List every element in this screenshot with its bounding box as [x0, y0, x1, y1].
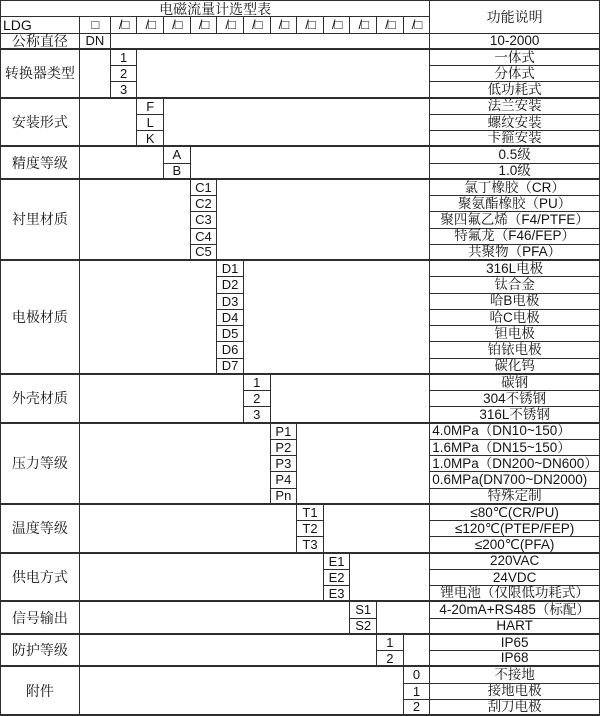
category-label: 外壳材质: [1, 375, 80, 424]
code-cell: P1: [271, 424, 298, 440]
desc-cell: 接地电极: [430, 684, 600, 700]
spacer-left: [80, 602, 351, 635]
model-slot-box: /□: [137, 17, 164, 33]
code-cell: D3: [217, 294, 244, 310]
code-cell: 1: [111, 50, 138, 66]
desc-cell: 低功耗式: [430, 82, 600, 98]
desc-cell: 刮刀电极: [430, 700, 600, 716]
desc-cell: 铂铱电极: [430, 342, 600, 358]
spacer-left: [80, 424, 271, 505]
model-slot-box: /□: [350, 17, 377, 33]
desc-cell: 1.0MPa（DN200~DN600）: [430, 456, 600, 472]
code-cell: E1: [324, 554, 351, 570]
desc-cell: 聚氨酯橡胶（PU）: [430, 196, 600, 212]
code-cell: 3: [244, 407, 271, 423]
code-cell: 2: [377, 651, 404, 667]
category-label: 温度等级: [1, 505, 80, 554]
desc-cell: 特殊定制: [430, 489, 600, 505]
model-slot-box: /□: [217, 17, 244, 33]
spacer-left: [80, 99, 138, 148]
category-label: 衬里材质: [1, 180, 80, 261]
code-cell: A: [164, 147, 191, 163]
code-cell: F: [137, 99, 164, 115]
code-cell: D6: [217, 342, 244, 358]
desc-cell: 共聚物（PFA）: [430, 245, 600, 261]
category-label: 供电方式: [1, 554, 80, 603]
desc-cell: 分体式: [430, 66, 600, 82]
code-cell: T2: [297, 521, 324, 537]
code-cell: C5: [191, 245, 218, 261]
spacer-right: [244, 261, 430, 375]
desc-cell: 220VAC: [430, 554, 600, 570]
desc-cell: 哈B电极: [430, 294, 600, 310]
category-label: 防护等级: [1, 635, 80, 668]
desc-cell: 24VDC: [430, 570, 600, 586]
desc-cell: 0.6MPa(DN700~DN2000): [430, 472, 600, 488]
desc-cell: HART: [430, 619, 600, 635]
function-column-header: 功能说明: [430, 1, 600, 34]
code-cell: E3: [324, 586, 351, 602]
code-cell: S2: [350, 619, 377, 635]
desc-cell: 碳化钨: [430, 359, 600, 375]
code-cell: D1: [217, 261, 244, 277]
desc-cell: 氯丁橡胶（CR）: [430, 180, 600, 196]
model-slot-box: /□: [244, 17, 271, 33]
code-cell: 2: [244, 391, 271, 407]
desc-cell: 1.0级: [430, 164, 600, 180]
spacer-left: [80, 180, 191, 261]
code-cell: P4: [271, 472, 298, 488]
model-slot-box: /□: [111, 17, 138, 33]
desc-cell: 0.5级: [430, 147, 600, 163]
model-slot-box: /□: [271, 17, 298, 33]
model-slot-box: /□: [191, 17, 218, 33]
code-cell: C1: [191, 180, 218, 196]
category-label: 信号输出: [1, 602, 80, 635]
desc-cell: 304不锈钢: [430, 391, 600, 407]
table-title: 电磁流量计选型表: [1, 1, 430, 17]
code-cell: 0: [404, 667, 431, 683]
code-cell: S1: [350, 602, 377, 618]
spacer-left: [80, 667, 404, 716]
category-label: 精度等级: [1, 147, 80, 180]
spacer-left: [80, 375, 244, 424]
desc-cell: 卡箍安装: [430, 131, 600, 147]
code-cell: DN: [80, 34, 111, 50]
code-cell: 3: [111, 82, 138, 98]
code-cell: B: [164, 164, 191, 180]
model-first-box: □: [80, 17, 111, 33]
desc-cell: 4-20mA+RS485（标配）: [430, 602, 600, 618]
desc-cell: 聚四氟乙烯（F4/PTFE）: [430, 212, 600, 228]
desc-cell: 一体式: [430, 50, 600, 66]
desc-cell: 碳钢: [430, 375, 600, 391]
desc-cell: ≤80℃(CR/PU): [430, 505, 600, 521]
code-cell: T3: [297, 537, 324, 553]
code-cell: D4: [217, 310, 244, 326]
spacer-left: [80, 505, 297, 554]
code-cell: 2: [111, 66, 138, 82]
category-label: 电极材质: [1, 261, 80, 375]
desc-cell: 哈C电极: [430, 310, 600, 326]
model-prefix: LDG: [1, 17, 80, 33]
spacer-right: [350, 554, 430, 603]
desc-cell: 螺纹安装: [430, 115, 600, 131]
code-cell: T1: [297, 505, 324, 521]
spacer-right: [137, 50, 430, 99]
code-cell: Pn: [271, 489, 298, 505]
category-label: 公称直径: [1, 34, 80, 50]
spacer-right: [377, 602, 430, 635]
category-label: 转换器类型: [1, 50, 80, 99]
spacer-right: [271, 375, 431, 424]
desc-cell: 不接地: [430, 667, 600, 683]
code-cell: 1: [404, 684, 431, 700]
model-slot-box: /□: [297, 17, 324, 33]
category-label: 安装形式: [1, 99, 80, 148]
spacer-right: [191, 147, 431, 180]
category-label: 附件: [1, 667, 80, 716]
desc-cell: ≤120℃(PTEP/FEP): [430, 521, 600, 537]
model-slot-box: /□: [404, 17, 431, 33]
code-cell: C2: [191, 196, 218, 212]
spacer-right: [217, 180, 430, 261]
model-slot-box: /□: [164, 17, 191, 33]
desc-cell: 钽电极: [430, 326, 600, 342]
desc-cell: ≤200℃(PFA): [430, 537, 600, 553]
desc-cell: IP68: [430, 651, 600, 667]
spacer-left: [80, 635, 377, 668]
spacer-right: [404, 635, 431, 668]
spacer-left: [80, 261, 217, 375]
desc-cell: 316L不锈钢: [430, 407, 600, 423]
spacer-left: [80, 50, 111, 99]
code-cell: 1: [244, 375, 271, 391]
code-cell: D7: [217, 359, 244, 375]
code-cell: 2: [404, 700, 431, 716]
desc-cell: 钛合金: [430, 277, 600, 293]
code-cell: C3: [191, 212, 218, 228]
desc-cell: 1.6MPa（DN15~150）: [430, 440, 600, 456]
code-cell: K: [137, 131, 164, 147]
spacer-right: [164, 99, 430, 148]
code-cell: L: [137, 115, 164, 131]
desc-cell: 4.0MPa（DN10~150）: [430, 424, 600, 440]
category-label: 压力等级: [1, 424, 80, 505]
desc-cell: 10-2000: [430, 34, 600, 50]
code-cell: 1: [377, 635, 404, 651]
code-cell: P3: [271, 456, 298, 472]
desc-cell: 锂电池（仅限低功耗式）: [430, 586, 600, 602]
spacer-right: [324, 505, 431, 554]
model-slot-box: /□: [377, 17, 404, 33]
code-cell: P2: [271, 440, 298, 456]
desc-cell: 法兰安装: [430, 99, 600, 115]
spacer-right: [111, 34, 430, 50]
desc-cell: IP65: [430, 635, 600, 651]
spacer-left: [80, 147, 164, 180]
code-cell: D5: [217, 326, 244, 342]
code-cell: C4: [191, 229, 218, 245]
code-cell: E2: [324, 570, 351, 586]
desc-cell: 316L电极: [430, 261, 600, 277]
desc-cell: 特氟龙（F46/FEP）: [430, 229, 600, 245]
spacer-left: [80, 554, 324, 603]
model-slot-box: /□: [324, 17, 351, 33]
spacer-right: [297, 424, 430, 505]
code-cell: D2: [217, 277, 244, 293]
